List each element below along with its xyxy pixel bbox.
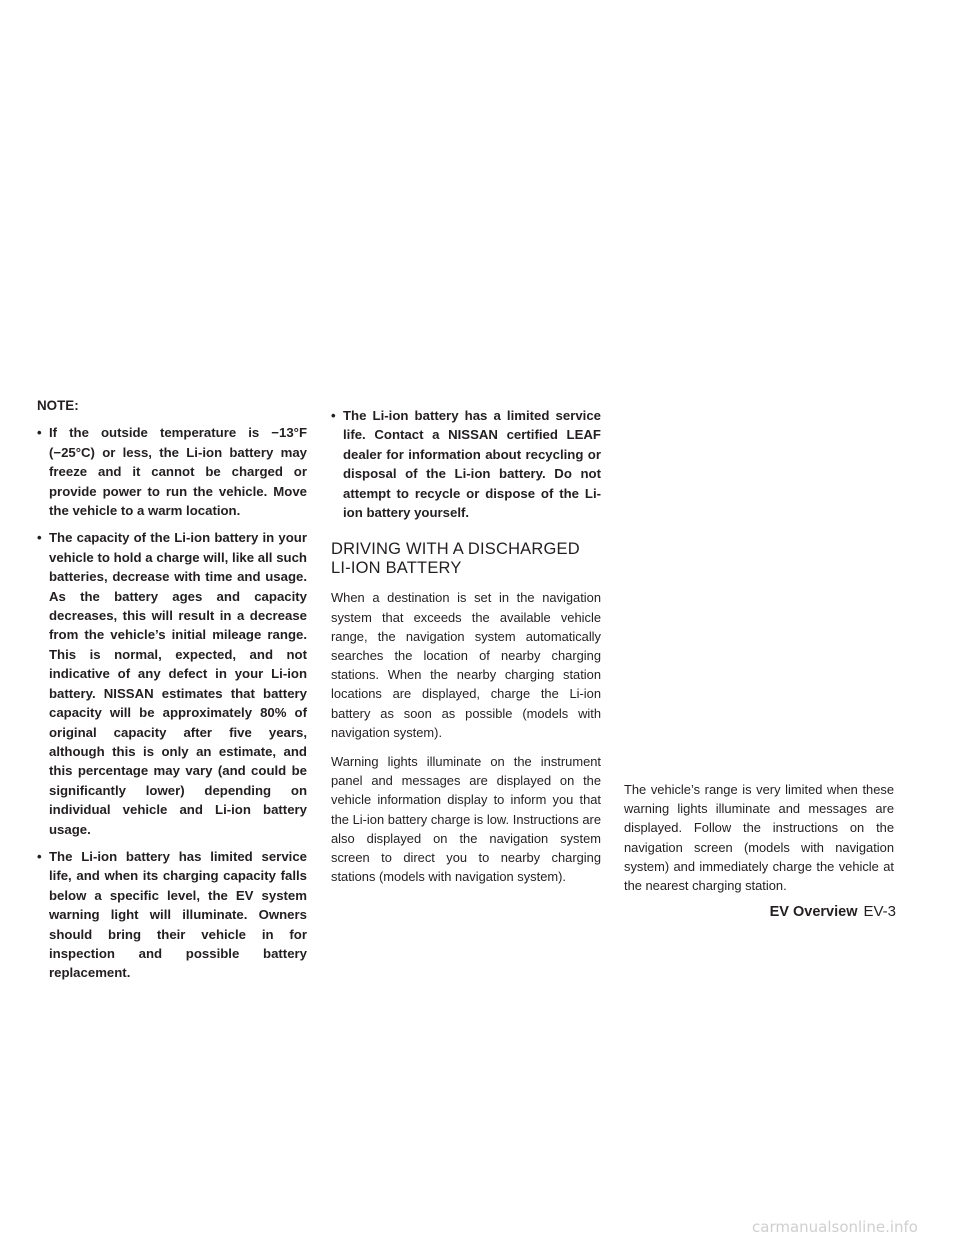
paragraph-navigation: When a destination is set in the navigation system that exceeds the available vehicle range, the navigation system automatically searches the location of nearby charging stations. When the nearby charging station locations are displayed, charge the Li-ion battery as soon as possible (models with navigation system). <box>331 590 601 740</box>
column-1 <box>37 396 307 991</box>
footer-section-name: EV Overview <box>769 904 858 920</box>
footer-page-number: EV-3 <box>863 903 896 920</box>
note-bullet-capacity: • The capacity of the Li-ion battery in your vehicle to hold a charge will, like all such batteries, decrease with time and usage. As the battery ages and capacity decreases, this will result in a decrease from the vehicle’s initial mileage range. This is normal, expected, and not indicative of any defect in your Li-ion battery. NISSAN estimates that battery capacity will be approximately 80% of original capacity after five years, although this is only an estimate, and this percentage may vary (and could be significantly lower) depending on individual vehicle and Li-ion battery usage. <box>37 528 307 839</box>
note-bullet-recycling: • The Li-ion battery has a limited service life. Contact a NISSAN certified LEAF dealer for information about recycling or disposal of the Li-ion battery. Do not attempt to recycle or dispose of the Li-ion battery yourself. <box>331 406 601 522</box>
paragraph-range-limited: The vehicle’s range is very limited when these warning lights illuminate and messages are displayed. Follow the instructions on the navigation screen (models with navigation system) and immediately charge the vehicle at the nearest charging station. <box>624 782 894 894</box>
note-list <box>37 423 307 982</box>
section-heading-line-2: LI-ION BATTERY <box>331 559 462 578</box>
section-heading <box>331 540 601 578</box>
column-3 <box>624 780 894 905</box>
note-bullet-temperature: • If the outside temperature is −13°F (−25°C) or less, the Li-ion battery may freeze and it cannot be charged or provide power to run the vehicle. Move the vehicle to a warm location. <box>37 423 307 520</box>
note-bullet-service-life: • The Li-ion battery has limited service life, and when its charging capacity falls below a specific level, the EV system warning light will illuminate. Owners should bring their vehicle in for inspection and possible battery replacement. <box>37 847 307 983</box>
paragraph-warning-lights: Warning lights illuminate on the instrument panel and messages are displayed on the vehicle information display to inform you that the Li-ion battery charge is low. Instructions are also displayed on the navigation system screen to direct you to nearby charging stations (models with navigation system). <box>331 754 601 885</box>
note-list-continued <box>331 406 601 522</box>
note-title: NOTE: <box>37 398 79 413</box>
section-heading-line-1: DRIVING WITH A DISCHARGED <box>331 540 580 559</box>
column-2 <box>331 406 601 896</box>
page-footer <box>770 903 896 920</box>
watermark: carmanualsonline.info <box>752 1218 918 1236</box>
